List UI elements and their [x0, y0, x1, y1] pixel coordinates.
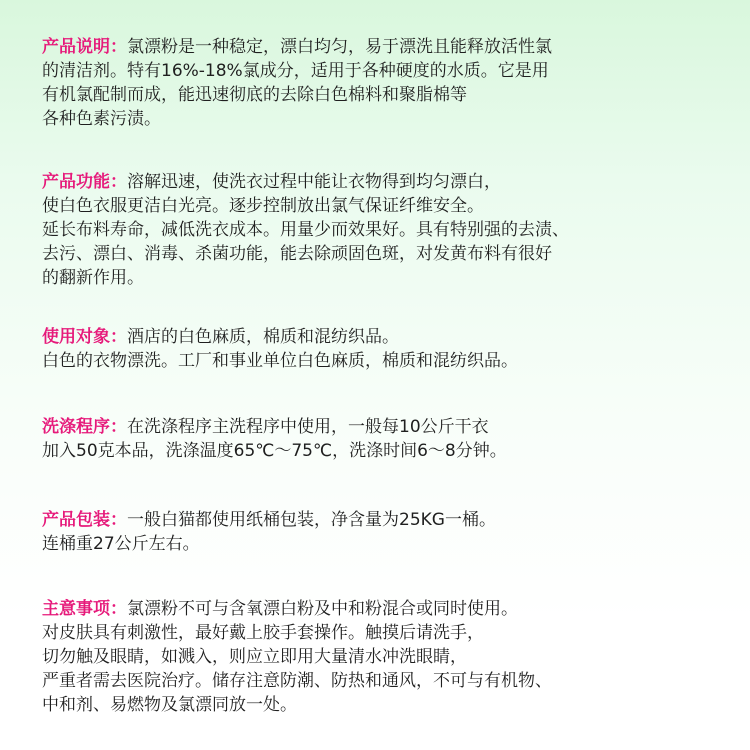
section-text: 一般白猫都使用纸桶包装，净含量为25KG一桶。 [127, 510, 496, 530]
section-line [42, 415, 722, 439]
section-line: 去污、漂白、消毒、杀菌功能，能去除顽固色斑，对发黄布料有很好 [42, 244, 552, 264]
section-text: 氯漂粉不可与含氧漂白粉及中和粉混合或同时使用。 [127, 599, 518, 619]
section-text: 溶解迅速，使洗衣过程中能让衣物得到均匀漂白， [127, 172, 501, 192]
section-washing-procedure [42, 415, 722, 463]
section-line: 加入50克本品，洗涤温度65℃～75℃，洗涤时间6～8分钟。 [42, 441, 507, 461]
section-line [42, 325, 722, 349]
section-label: 洗涤程序： [42, 417, 127, 437]
section-packaging [42, 508, 722, 556]
section-line: 的清洁剂。特有16%-18%氯成分，适用于各种硬度的水质。它是用 [42, 61, 549, 81]
section-line: 切勿触及眼睛，如溅入，则应立即用大量清水冲洗眼睛， [42, 647, 467, 667]
section-line: 延长布料寿命，减低洗衣成本。用量少而效果好。具有特别强的去渍、 [42, 220, 569, 240]
section-text: 在洗涤程序主洗程序中使用，一般每10公斤干衣 [127, 417, 489, 437]
section-text: 酒店的白色麻质，棉质和混纺织品。 [127, 327, 399, 347]
section-line: 有机氯配制而成，能迅速彻底的去除白色棉料和聚脂棉等 [42, 85, 467, 105]
section-line [42, 597, 722, 621]
section-line: 严重者需去医院治疗。储存注意防潮、防热和通风，不可与有机物、 [42, 671, 552, 691]
section-product-function [42, 170, 722, 290]
section-text: 氯漂粉是一种稳定，漂白均匀，易于漂洗且能释放活性氯 [127, 37, 552, 57]
section-label: 产品功能： [42, 172, 127, 192]
section-line [42, 508, 722, 532]
section-label: 主意事项： [42, 599, 127, 619]
section-label: 使用对象： [42, 327, 127, 347]
section-line: 白色的衣物漂洗。工厂和事业单位白色麻质，棉质和混纺织品。 [42, 351, 518, 371]
section-line: 各种色素污渍。 [42, 109, 161, 129]
section-line: 对皮肤具有刺激性，最好戴上胶手套操作。触摸后请洗手， [42, 623, 484, 643]
section-product-description [42, 35, 722, 131]
section-line: 使白色衣服更洁白光亮。逐步控制放出氯气保证纤维安全。 [42, 196, 484, 216]
section-line: 的翻新作用。 [42, 268, 144, 288]
section-label: 产品说明： [42, 37, 127, 57]
section-label: 产品包装： [42, 510, 127, 530]
section-line: 连桶重27公斤左右。 [42, 534, 200, 554]
section-usage-targets [42, 325, 722, 373]
section-line: 中和剂、易燃物及氯漂同放一处。 [42, 695, 297, 715]
section-line [42, 35, 722, 59]
section-line [42, 170, 722, 194]
section-precautions [42, 597, 722, 717]
